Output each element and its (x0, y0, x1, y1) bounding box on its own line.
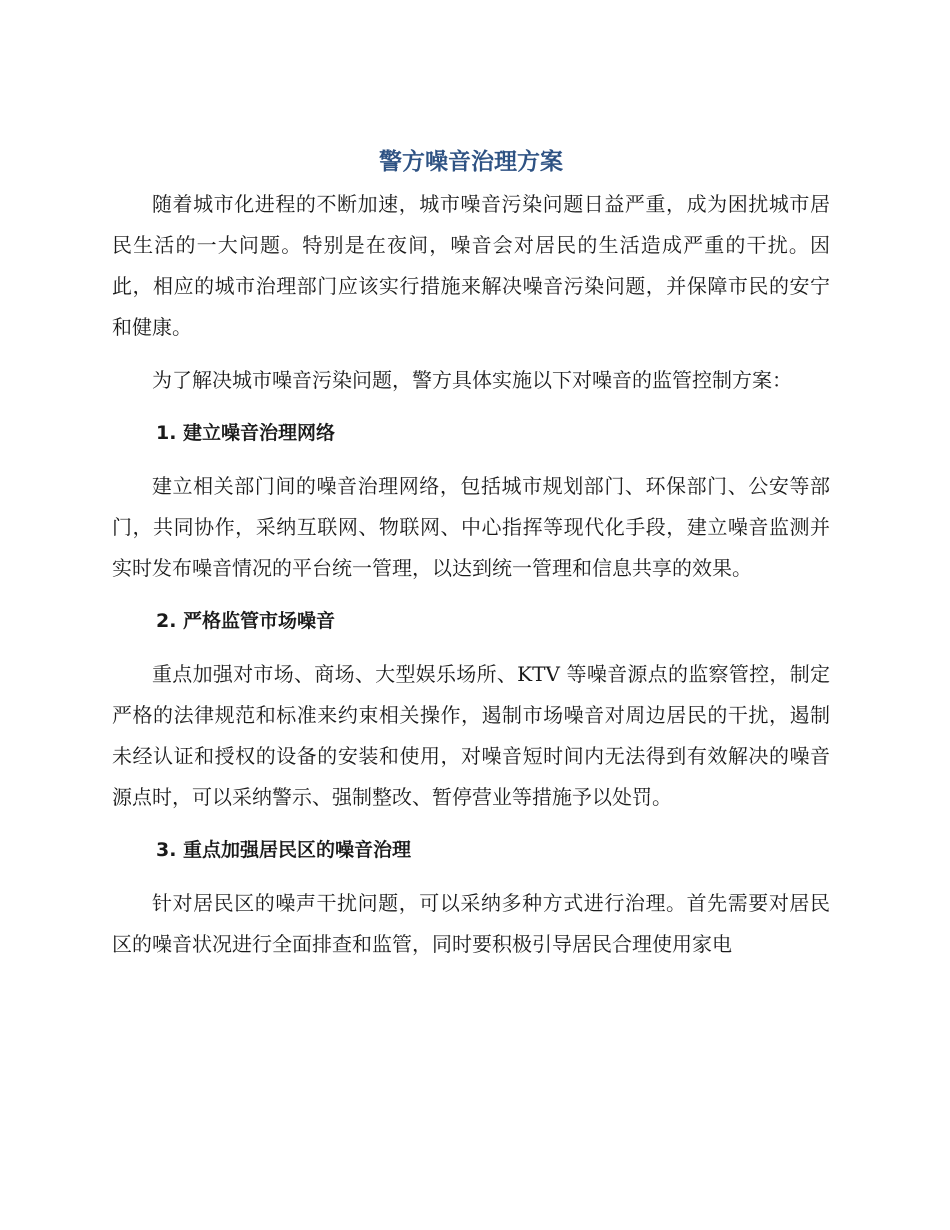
section-3 (112, 830, 830, 965)
section-3-body: 针对居民区的噪声干扰问题，可以采纳多种方式进行治理。首先需要对居民区的噪音状况进行全面排查和监管，同时要积极引导居民合理使用家电 (112, 891, 830, 956)
section-2-heading: 2. 严格监管市场噪音 (156, 610, 336, 632)
document-title: 警方噪音治理方案 (379, 149, 563, 175)
document-page (112, 140, 830, 977)
section-2 (112, 601, 830, 818)
section-3-heading: 3. 重点加强居民区的噪音治理 (156, 839, 412, 861)
section-2-body: 重点加强对市场、商场、大型娱乐场所、KTV 等噪音源点的监察管控，制定严格的法律规范和标准来约束相关操作，遏制市场噪音对周边居民的干扰，遏制未经认证和授权的设备的安装和使用，对噪音短时间内无法得到有效解决的噪音源点时，可以采纳警示、强制整改、暂停营业等措施予以处罚。 (112, 662, 830, 809)
section-1 (112, 413, 830, 589)
section-1-heading: 1. 建立噪音治理网络 (156, 422, 336, 444)
intro-paragraph-1: 随着城市化进程的不断加速，城市噪音污染问题日益严重，成为困扰城市居民生活的一大问题。特别是在夜间，噪音会对居民的生活造成严重的干扰。因此，相应的城市治理部门应该实行措施来解决噪音污染问题，并保障市民的安宁和健康。 (112, 192, 830, 339)
intro-paragraph-2: 为了解决城市噪音污染问题，警方具体实施以下对噪音的监管控制方案： (152, 368, 792, 392)
section-1-body: 建立相关部门间的噪音治理网络，包括城市规划部门、环保部门、公安等部门，共同协作，采纳互联网、物联网、中心指挥等现代化手段，建立噪音监测并实时发布噪音情况的平台统一管理，以达到统一管理和信息共享的效果。 (112, 474, 830, 580)
